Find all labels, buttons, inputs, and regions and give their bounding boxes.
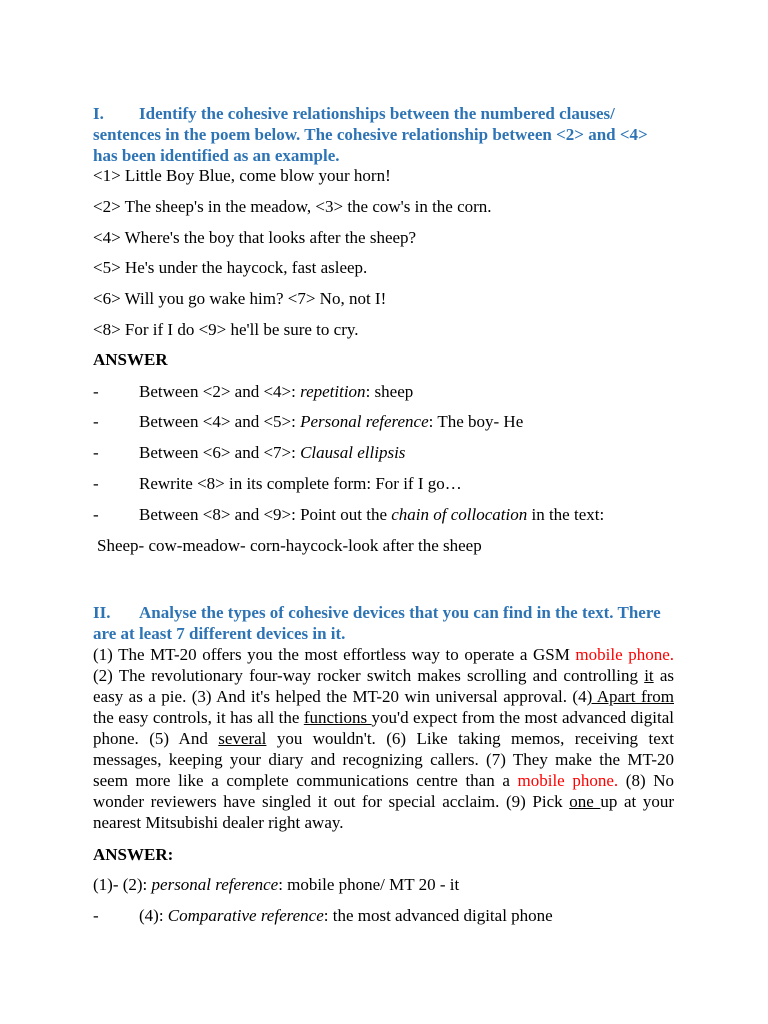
highlight-mobile-phone: mobile phone.: [517, 771, 619, 790]
highlight-mobile-phone: mobile phone.: [575, 645, 674, 664]
collocation-chain: Sheep- cow-meadow- corn-haycock-look after the sheep: [97, 536, 482, 555]
poem-line: <4> Where's the boy that looks after the sheep?: [93, 228, 417, 247]
section2-title: Analyse the types of cohesive devices that you can find in the text. There are at least 7 different devices in it.: [93, 603, 661, 643]
poem-line: <5> He's under the haycock, fast asleep.: [93, 258, 368, 277]
underlined-functions: functions: [303, 708, 372, 727]
answer-label: ANSWER:: [93, 845, 174, 864]
poem-line: <2> The sheep's in the meadow, <3> the cow's in the corn.: [93, 197, 492, 216]
section1-title: Identify the cohesive relationships between the numbered clauses/ sentences in the poem below. The cohesive relationship between <2> and <4> has been identified as an example.: [93, 104, 648, 165]
answer-item: (1)- (2): personal reference: mobile phone/ MT 20 - it: [93, 875, 460, 894]
answer-item: - Between <2> and <4>: repetition: sheep: [93, 382, 414, 401]
section1-number: I.: [93, 104, 104, 123]
answer-item: - Rewrite <8> in its complete form: For if I go…: [93, 474, 462, 493]
answer-item: - Between <8> and <9>: Point out the chain of collocation in the text:: [93, 505, 605, 524]
poem-line: <1> Little Boy Blue, come blow your horn!: [93, 166, 391, 185]
underlined-apart-from: ) Apart from: [586, 687, 674, 706]
answer-item: - Between <4> and <5>: Personal reference: The boy- He: [93, 412, 524, 431]
answer-item: - Between <6> and <7>: Clausal ellipsis: [93, 443, 406, 462]
poem-line: <6> Will you go wake him? <7> No, not I!: [93, 289, 387, 308]
answer-item: - (4): Comparative reference: the most advanced digital phone: [93, 906, 553, 925]
underlined-several: several: [218, 729, 267, 748]
section2-heading: [93, 602, 673, 644]
section2-number: II.: [93, 603, 111, 622]
answer-label: ANSWER: [93, 350, 168, 369]
underlined-it: it: [644, 666, 654, 685]
mt20-paragraph: (1) The MT-20 offers you the most effortless way to operate a GSM mobile phone. (2) The revolutionary four-way rocker switch makes scrolling and controlling it as easy as a pie. (3) And it's helped the MT-20 win universal approval. (4) Apart from the easy controls, it has all the functions you'd expect from the most advanced digital phone. (5) And several you wouldn't. (6) Like taking memos, receiving text messages, keeping your diary and recognizing callers. (7) They make the MT-20 seem more like a complete communications centre than a mobile phone. (8) No wonder reviewers have singled it out for special acclaim. (9) Pick one up at your nearest Mitsubishi dealer right away.: [93, 645, 675, 832]
poem-line: <8> For if I do <9> he'll be sure to cry.: [93, 320, 359, 339]
section1-heading: [93, 103, 673, 166]
underlined-one: one: [569, 792, 601, 811]
